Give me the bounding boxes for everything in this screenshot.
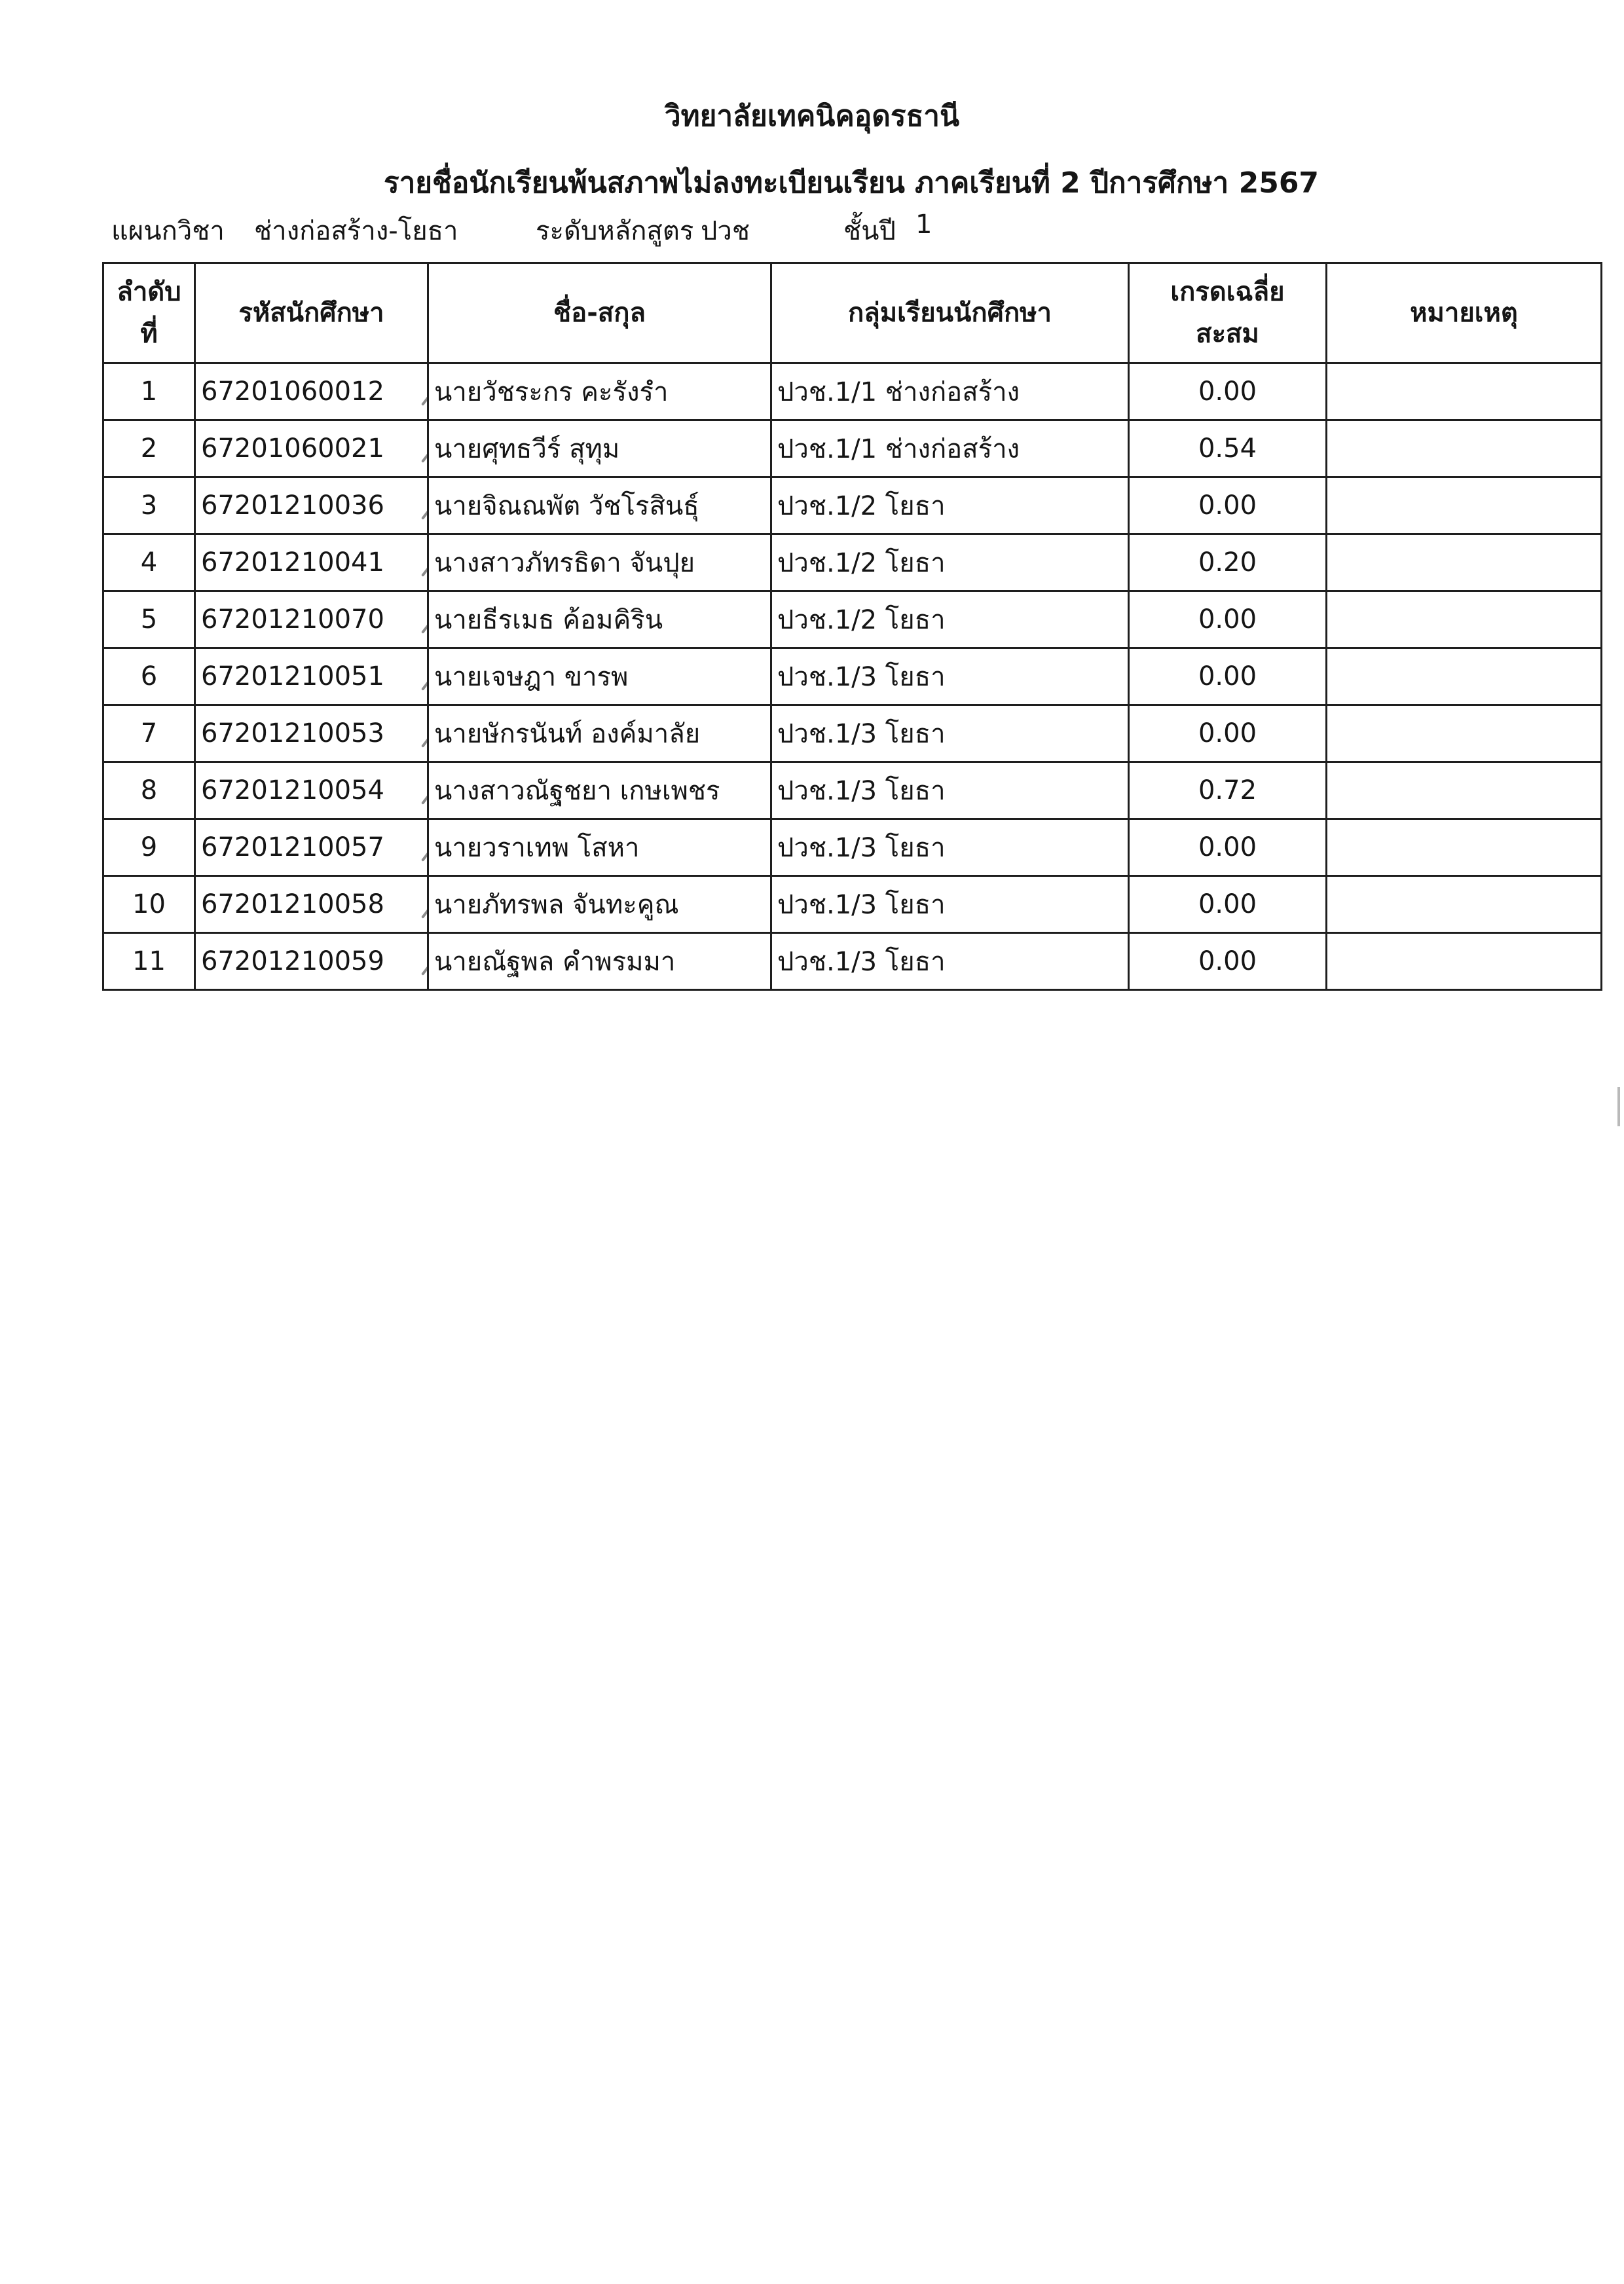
- table-row: [103, 420, 1602, 477]
- class-group-cell: [771, 363, 1129, 420]
- table-row: [103, 477, 1602, 534]
- gpa-cell: [1129, 591, 1327, 648]
- remark-cell: [1327, 705, 1602, 762]
- student-id-cell: [195, 705, 428, 762]
- student-name-cell: [428, 705, 771, 762]
- gpa-cell-text: 0.00: [1198, 490, 1257, 521]
- student-name-cell-text: นายภัทรพล จันทะคูณ: [434, 890, 679, 920]
- class-group-cell: [771, 534, 1129, 591]
- student-id-cell-text: 67201210058: [201, 889, 384, 919]
- row-number: [103, 762, 195, 819]
- row-number: [103, 933, 195, 990]
- gpa-cell: [1129, 363, 1327, 420]
- student-id-cell-text: 67201210051: [201, 661, 384, 691]
- header-gpa-line2: สะสม: [1196, 319, 1259, 349]
- class-group-cell-text: ปวช.1/1 ช่างก่อสร้าง: [777, 434, 1020, 464]
- table-row: [103, 534, 1602, 591]
- check-mark-icon: [421, 435, 428, 463]
- gpa-cell-text: 0.72: [1198, 775, 1257, 805]
- header-group: กลุ่มเรียนนักศึกษา: [771, 263, 1129, 363]
- student-id-cell: [195, 363, 428, 420]
- department-label: แผนกวิชา: [111, 216, 225, 246]
- student-name-cell: [428, 477, 771, 534]
- student-name-cell-text: นายณัฐพล คำพรมมา: [434, 947, 676, 977]
- class-group-cell-text: ปวช.1/3 โยธา: [777, 890, 946, 920]
- student-table: [102, 262, 1602, 991]
- check-mark-icon: [421, 549, 428, 577]
- institution-title: วิทยาลัยเทคนิคอุดรธานี: [664, 100, 960, 133]
- student-id-cell: [195, 933, 428, 990]
- check-mark-icon: [421, 378, 428, 406]
- year-label: ชั้นปี: [843, 216, 896, 246]
- header-student-id: รหัสนักศึกษา: [195, 263, 428, 363]
- class-group-cell: [771, 876, 1129, 933]
- row-number-text: 1: [140, 377, 158, 407]
- gpa-cell-text: 0.20: [1198, 547, 1257, 578]
- row-number: [103, 819, 195, 876]
- student-id-cell: [195, 420, 428, 477]
- row-number: [103, 477, 195, 534]
- table-row: [103, 591, 1602, 648]
- class-group-cell: [771, 477, 1129, 534]
- row-number-text: 10: [132, 889, 166, 919]
- row-number: [103, 876, 195, 933]
- row-number-text: 11: [132, 946, 166, 976]
- student-id-cell-text: 67201210054: [201, 775, 384, 805]
- class-group-cell: [771, 933, 1129, 990]
- header-gpa-line1: เกรดเฉลี่ย: [1170, 277, 1285, 307]
- student-id-cell-text: 67201210041: [201, 547, 384, 578]
- class-group-cell: [771, 420, 1129, 477]
- row-number: [103, 534, 195, 591]
- gpa-cell-text: 0.00: [1198, 946, 1257, 976]
- remark-cell: [1327, 534, 1602, 591]
- remark-cell: [1327, 648, 1602, 705]
- gpa-cell-text: 0.00: [1198, 377, 1257, 407]
- gpa-cell-text: 0.00: [1198, 718, 1257, 748]
- header-no-line1: ลำดับ: [117, 277, 181, 307]
- class-group-cell-text: ปวช.1/3 โยธา: [777, 947, 946, 977]
- header-gpa: [1129, 263, 1327, 363]
- student-name-cell: [428, 819, 771, 876]
- student-id-cell: [195, 534, 428, 591]
- gpa-cell: [1129, 762, 1327, 819]
- header-name: ชื่อ-สกุล: [428, 263, 771, 363]
- class-group-cell: [771, 648, 1129, 705]
- student-name-cell-text: นายเจษฎา ขารพ: [434, 662, 629, 692]
- level-label: ระดับหลักสูตร: [536, 216, 694, 246]
- student-name-cell: [428, 933, 771, 990]
- row-number: [103, 591, 195, 648]
- student-id-cell-text: 67201210059: [201, 946, 384, 976]
- remark-cell: [1327, 477, 1602, 534]
- row-number-text: 4: [140, 547, 158, 578]
- class-group-cell-text: ปวช.1/3 โยธา: [777, 719, 946, 749]
- student-id-cell: [195, 477, 428, 534]
- class-group-cell-text: ปวช.1/2 โยธา: [777, 491, 946, 521]
- check-mark-icon: [421, 492, 428, 520]
- class-group-cell-text: ปวช.1/2 โยธา: [777, 548, 946, 578]
- table-body: [103, 363, 1602, 990]
- student-id-cell: [195, 876, 428, 933]
- student-id-cell: [195, 591, 428, 648]
- class-group-cell: [771, 819, 1129, 876]
- row-number: [103, 648, 195, 705]
- year-value: 1: [915, 210, 932, 240]
- student-name-cell-text: นางสาวภัทรธิดา จันปุย: [434, 548, 695, 578]
- gpa-cell-text: 0.00: [1198, 604, 1257, 635]
- table-row: [103, 819, 1602, 876]
- student-name-cell: [428, 876, 771, 933]
- row-number-text: 6: [140, 661, 158, 691]
- table-row: [103, 876, 1602, 933]
- class-group-cell-text: ปวช.1/3 โยธา: [777, 662, 946, 692]
- scan-mark: [1617, 1087, 1620, 1126]
- header-remark: หมายเหตุ: [1327, 263, 1602, 363]
- check-mark-icon: [421, 948, 428, 976]
- row-number: [103, 420, 195, 477]
- check-mark-icon: [421, 834, 428, 862]
- student-name-cell-text: นายวัชระกร คะรังรำ: [434, 377, 669, 407]
- remark-cell: [1327, 420, 1602, 477]
- remark-cell: [1327, 933, 1602, 990]
- gpa-cell-text: 0.00: [1198, 661, 1257, 691]
- remark-cell: [1327, 876, 1602, 933]
- student-name-cell-text: นายธีรเมธ ค้อมคิริน: [434, 605, 663, 635]
- student-name-cell-text: นางสาวณัฐชยา เกษเพชร: [434, 776, 720, 806]
- class-group-cell: [771, 591, 1129, 648]
- student-name-cell-text: นายวราเทพ โสหา: [434, 833, 640, 863]
- row-number-text: 2: [140, 433, 158, 464]
- table-row: [103, 933, 1602, 990]
- student-id-cell-text: 67201210053: [201, 718, 384, 748]
- header-no-line2: ที่: [140, 319, 158, 349]
- student-name-cell-text: นายษักรนันท์ องค์มาลัย: [434, 719, 701, 749]
- gpa-cell-text: 0.00: [1198, 832, 1257, 862]
- check-mark-icon: [421, 777, 428, 805]
- student-name-cell: [428, 591, 771, 648]
- row-number-text: 5: [140, 604, 158, 635]
- remark-cell: [1327, 591, 1602, 648]
- table-row: [103, 363, 1602, 420]
- gpa-cell: [1129, 933, 1327, 990]
- row-number: [103, 363, 195, 420]
- table-row: [103, 762, 1602, 819]
- gpa-cell: [1129, 705, 1327, 762]
- class-group-cell: [771, 762, 1129, 819]
- student-id-cell-text: 67201060012: [201, 377, 384, 407]
- student-id-cell-text: 67201210036: [201, 490, 384, 521]
- student-name-cell-text: นายศุทธวีร์ สุทุม: [434, 434, 620, 464]
- class-group-cell-text: ปวช.1/3 โยธา: [777, 833, 946, 863]
- table-header: [103, 263, 1602, 363]
- document-title: รายชื่อนักเรียนพ้นสภาพไม่ลงทะเบียนเรียน ภาคเรียนที่ 2 ปีการศึกษา 2567: [383, 166, 1320, 200]
- gpa-cell: [1129, 648, 1327, 705]
- student-id-cell-text: 67201060021: [201, 433, 384, 464]
- student-name-cell: [428, 420, 771, 477]
- student-id-cell-text: 67201210070: [201, 604, 384, 635]
- student-id-cell: [195, 762, 428, 819]
- class-group-cell: [771, 705, 1129, 762]
- header-no: [103, 263, 195, 363]
- gpa-cell: [1129, 819, 1327, 876]
- student-name-cell-text: นายจิณณพัต วัชโรสินธุ์: [434, 491, 699, 521]
- row-number-text: 9: [140, 832, 158, 862]
- gpa-cell-text: 0.00: [1198, 889, 1257, 919]
- student-name-cell: [428, 363, 771, 420]
- table-row: [103, 705, 1602, 762]
- class-group-cell-text: ปวช.1/1 ช่างก่อสร้าง: [777, 377, 1020, 407]
- check-mark-icon: [421, 891, 428, 919]
- class-group-cell-text: ปวช.1/2 โยธา: [777, 605, 946, 635]
- check-mark-icon: [421, 606, 428, 634]
- table-row: [103, 648, 1602, 705]
- class-group-cell-text: ปวช.1/3 โยธา: [777, 776, 946, 806]
- gpa-cell: [1129, 534, 1327, 591]
- department-value: ช่างก่อสร้าง-โยธา: [254, 216, 458, 246]
- gpa-cell: [1129, 876, 1327, 933]
- student-id-cell: [195, 648, 428, 705]
- check-mark-icon: [421, 663, 428, 691]
- student-name-cell: [428, 762, 771, 819]
- remark-cell: [1327, 819, 1602, 876]
- check-mark-icon: [421, 720, 428, 748]
- row-number-text: 3: [140, 490, 158, 521]
- student-id-cell-text: 67201210057: [201, 832, 384, 862]
- remark-cell: [1327, 762, 1602, 819]
- gpa-cell: [1129, 420, 1327, 477]
- row-number: [103, 705, 195, 762]
- level-value: ปวช: [701, 216, 750, 246]
- student-name-cell: [428, 534, 771, 591]
- row-number-text: 7: [140, 718, 158, 748]
- student-id-cell: [195, 819, 428, 876]
- remark-cell: [1327, 363, 1602, 420]
- row-number-text: 8: [140, 775, 158, 805]
- gpa-cell: [1129, 477, 1327, 534]
- gpa-cell-text: 0.54: [1198, 433, 1257, 464]
- student-name-cell: [428, 648, 771, 705]
